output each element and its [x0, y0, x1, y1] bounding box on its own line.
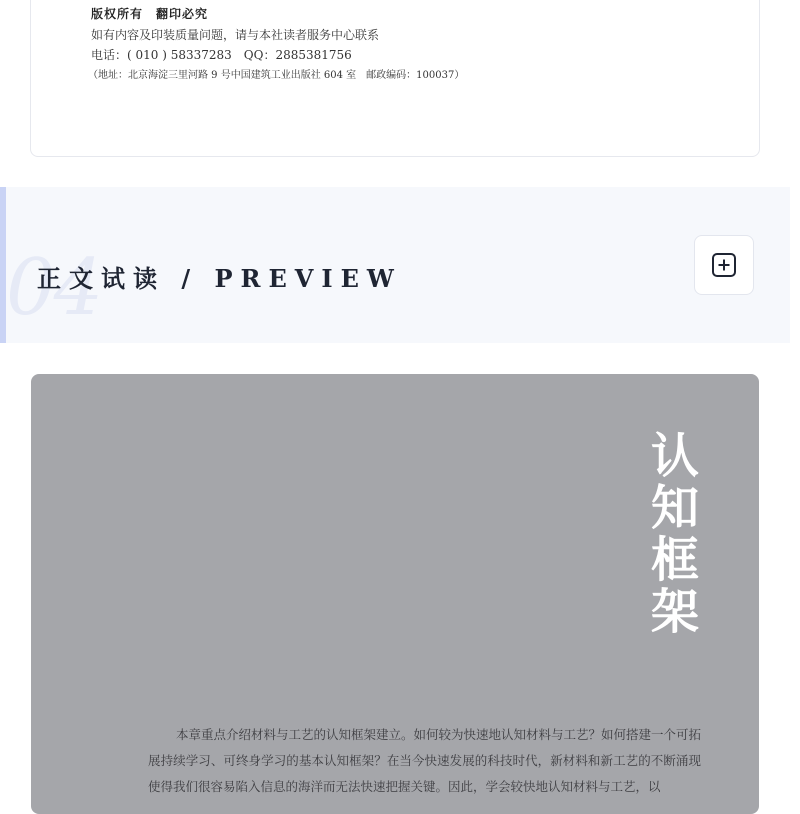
copyright-title: 版权所有 翻印必究 [91, 7, 209, 21]
chapter-intro-text: 本章重点介绍材料与工艺的认知框架建立。如何较为快速地认知材料与工艺？如何搭建一个可拓展持续学习、可终身学习的基本认知框架？在当今快速发展的科技时代，新材料和新工艺的不断涌现使得我们很容易陷入信息的海洋而无法快速把握关键。因此，学会较快地认知材料与工艺，以 [148, 727, 702, 794]
copyright-address-line: （地址：北京海淀三里河路 9 号中国建筑工业出版社 604 室 邮政编码：100037） [88, 70, 465, 81]
copyright-contact-line: 如有内容及印装质量问题，请与本社读者服务中心联系 [91, 28, 380, 42]
section-title: 正文试读 / PREVIEW [37, 264, 402, 293]
copyright-phone-line: 电话：( 010 ) 58337283 QQ：2885381756 [91, 48, 352, 62]
plus-square-icon [711, 252, 737, 278]
copyright-card [30, 0, 760, 157]
copyright-text-block [88, 5, 465, 84]
expand-button[interactable] [694, 235, 754, 295]
preview-page-image[interactable] [31, 374, 759, 814]
section-number: 04 [6, 243, 102, 333]
preview-section-header [0, 187, 790, 343]
chapter-title: 认知框架 [650, 428, 699, 640]
